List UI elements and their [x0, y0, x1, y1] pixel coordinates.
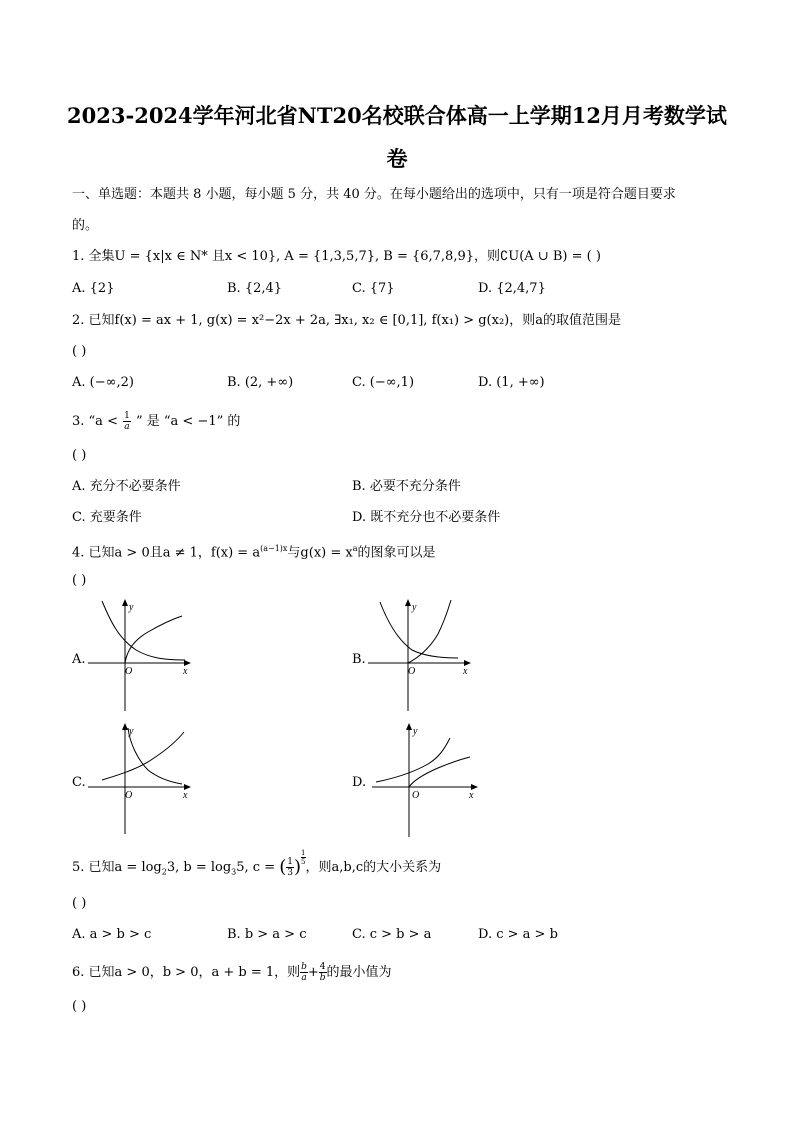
q5-option-b: B. b > a > c: [227, 927, 307, 942]
q5-mid2: 5, c =: [236, 860, 276, 875]
q4-stem-post: 的图象可以是: [357, 545, 436, 561]
q1-option-b: B. {2,4}: [227, 281, 283, 296]
q4-option-c-label: C.: [72, 775, 86, 790]
q4-b-x-label: x: [463, 666, 468, 677]
q5-lparen: (: [279, 856, 287, 878]
q3-option-c: C. 充要条件: [72, 510, 142, 525]
q4-c-x-label: x: [183, 790, 188, 801]
q5-option-a: A. a > b > c: [72, 927, 152, 942]
q5-stem-pre: 5. 已知a = log: [72, 860, 162, 875]
q6-stem: [72, 962, 392, 983]
q6-f2-num: 4: [319, 962, 326, 972]
q6-plus: +: [307, 965, 319, 980]
q3-frac-num: 1: [124, 411, 130, 421]
section-heading-line1: 一、单选题：本题共 8 小题，每小题 5 分，共 40 分。在每小题给出的选项中，只有一项是符合题目要求: [72, 187, 676, 202]
q3-stem-pre: 3. “a <: [72, 414, 118, 429]
q4-a-y-label: y: [129, 602, 134, 613]
q5-sub2: 3: [231, 867, 237, 877]
section-heading-line2: 的。: [72, 218, 99, 233]
q6-fraction1: [300, 962, 308, 983]
q3-fraction: [123, 411, 131, 432]
q5-sub1: 2: [161, 867, 167, 877]
q4-b-y-label: y: [412, 602, 417, 613]
q1-option-a: A. {2}: [72, 281, 115, 296]
q5-option-c: C. c > b > a: [352, 927, 432, 942]
q4-c-y-label: y: [129, 726, 134, 737]
q1-option-d: D. {2,4,7}: [478, 281, 546, 296]
q4-paren: ( ): [72, 573, 87, 588]
q5-option-d: D. c > a > b: [478, 927, 558, 942]
q2-option-d: D. (1, +∞): [478, 375, 545, 390]
q2-stem: 2. 已知f(x) = ax + 1, g(x) = x²−2x + 2a, ∃x₁, x₂ ∈ [0,1], f(x₁) > g(x₂)，则a的取值范围是: [72, 313, 621, 328]
q4-stem-pre: 4. 已知a > 0且a ≠ 1，f(x) = a: [72, 545, 261, 561]
q3-frac-den: a: [124, 422, 130, 432]
q4-stem-sup: (a−1)x: [260, 544, 288, 553]
q3-option-d: D. 既不充分也不必要条件: [352, 510, 501, 525]
q5-stem-post: ，则a,b,c的大小关系为: [305, 860, 442, 875]
q3-stem-post: ” 是 “a < −1” 的: [135, 414, 241, 429]
q4-a-origin: O: [125, 666, 133, 677]
q5-rparen: ): [294, 856, 302, 878]
q6-stem-pre: 6. 已知a > 0，b > 0，a + b = 1，则: [72, 965, 301, 980]
q2-paren: ( ): [72, 344, 87, 359]
q4-option-b-label: B.: [352, 652, 366, 667]
page-title-line1: 2023-2024学年河北省NT20名校联合体高一上学期12月月考数学试: [67, 103, 727, 128]
q4-graph-d: [372, 722, 482, 840]
q5-frac-num: 1: [287, 857, 294, 867]
q4-d-x-label: x: [469, 790, 474, 801]
q4-option-a-label: A.: [72, 652, 86, 667]
q4-option-d-label: D.: [352, 775, 367, 790]
q2-option-b: B. (2, +∞): [227, 375, 294, 390]
q5-frac-den: 3: [287, 868, 294, 878]
q3-option-b: B. 必要不充分条件: [352, 479, 461, 494]
q3-option-a: A. 充分不必要条件: [72, 479, 181, 494]
q1-stem: 1. 全集U = {x|x ∈ N* 且x < 10}, A = {1,3,5,7}, B = {6,7,8,9}，则∁U(A ∪ B) = ( ): [72, 249, 601, 264]
q3-paren: ( ): [72, 448, 87, 463]
q6-f1-num: b: [301, 962, 307, 972]
q1-option-c: C. {7}: [352, 281, 395, 296]
q5-mid1: 3, b = log: [166, 860, 232, 875]
q5-paren: ( ): [72, 896, 87, 911]
q4-graph-c: [88, 722, 198, 837]
page-title-line2: 卷: [386, 146, 408, 171]
q3-stem: [72, 411, 240, 432]
q2-option-c: C. (−∞,1): [352, 375, 415, 390]
q4-stem: [72, 541, 436, 561]
q6-f1-den: a: [301, 973, 307, 983]
q6-paren: ( ): [72, 999, 87, 1014]
q6-stem-post: 的最小值为: [326, 965, 392, 980]
q4-stem-mid: 与g(x) = x: [287, 545, 353, 561]
q5-exp-den: 5: [301, 858, 306, 866]
q5-exp-num: 1: [301, 849, 306, 857]
q5-stem: [72, 849, 442, 881]
q5-fraction: [286, 857, 294, 878]
q4-d-y-label: y: [413, 726, 418, 737]
q4-b-origin: O: [408, 666, 416, 677]
q4-graph-b: [368, 598, 478, 713]
q4-stem-sup2: a: [352, 544, 358, 553]
q4-a-x-label: x: [183, 666, 188, 677]
q4-graph-a: [88, 598, 198, 713]
q6-f2-den: b: [319, 973, 326, 983]
q4-c-origin: O: [125, 790, 133, 801]
q2-option-a: A. (−∞,2): [72, 375, 134, 390]
q4-d-origin: O: [412, 790, 420, 801]
q6-fraction2: [319, 962, 327, 983]
